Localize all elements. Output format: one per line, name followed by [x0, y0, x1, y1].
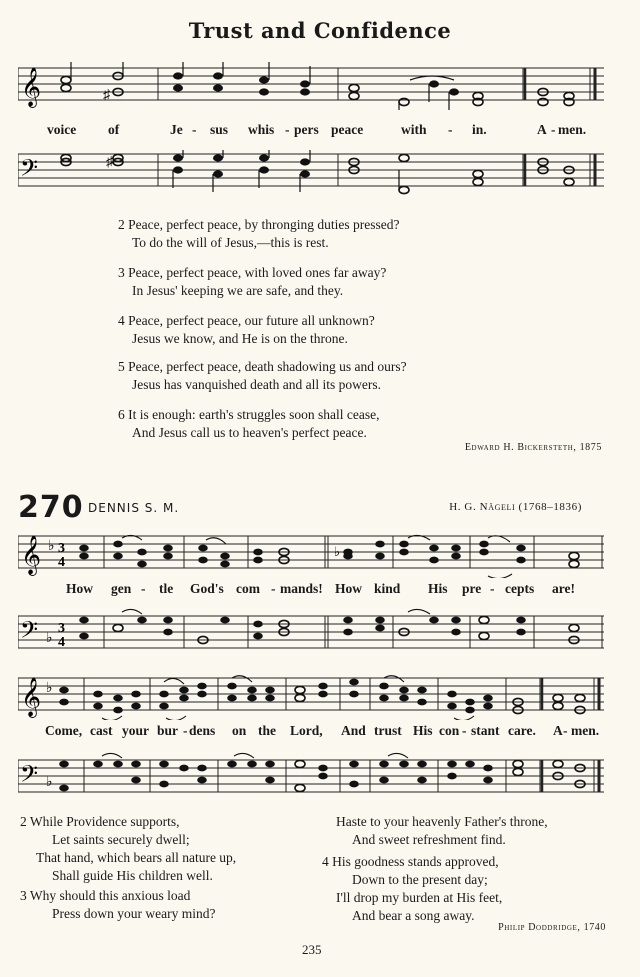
lyric-syllable: com	[236, 581, 260, 596]
lyric-syllable: whis	[248, 122, 275, 137]
lyric-syllable: A	[537, 122, 547, 137]
hymn270-verses-right	[322, 813, 548, 925]
verse-line: While Providence supports,	[29, 814, 180, 829]
lyric-syllable: are!	[552, 581, 575, 596]
lyric-syllable: cast	[90, 723, 113, 738]
time-signature-bottom: 4	[58, 555, 65, 570]
hymn270-system1-bass	[18, 608, 604, 658]
verse-line: And bear a song away.	[352, 908, 475, 923]
lyric-syllable: men.	[571, 723, 600, 738]
lyric-syllable: tle	[159, 581, 174, 596]
treble-clef-icon: 𝄞	[21, 535, 42, 575]
verse-5	[118, 358, 407, 394]
lyric-syllable: your	[122, 723, 149, 738]
lyric-syllable: dens	[189, 723, 216, 738]
lyric-syllable: pers	[294, 122, 319, 137]
hymn270-system2-treble	[18, 670, 604, 720]
author-credit: Edward H. Bickersteth, 1875	[464, 442, 602, 453]
lyric-syllable: -	[462, 723, 467, 738]
time-signature-bottom: 4	[58, 635, 65, 650]
verse-number: 2	[20, 814, 27, 829]
verse-line: That hand, which bears all nature up,	[36, 850, 237, 865]
lyric-syllable: A	[553, 723, 563, 738]
author-credit: Philip Doddridge, 1740	[498, 922, 606, 933]
lyric-syllable: in.	[472, 122, 487, 137]
bass-clef-icon: 𝄢	[20, 154, 39, 187]
lyric-syllable: of	[108, 122, 120, 137]
lyric-syllable: -	[141, 581, 146, 596]
verse-number: 4	[118, 313, 125, 328]
hymn270-system1-treble	[18, 530, 604, 578]
sharp-icon: ♯	[106, 155, 113, 170]
composer-credit: H. G. Nägeli (1768–1836)	[449, 501, 582, 513]
treble-clef-icon: 𝄞	[21, 67, 42, 107]
verse-line: It is enough: earth's struggles soon shall cease,	[128, 407, 380, 422]
verse-line: Peace, perfect peace, our future all unknown?	[128, 313, 375, 328]
treble-clef-icon: 𝄞	[21, 677, 42, 717]
bass-clef-icon: 𝄢	[20, 616, 39, 649]
verse-line: Let saints securely dwell;	[52, 832, 190, 847]
verse-line: Peace, perfect peace, with loved ones far away?	[128, 265, 387, 280]
page-number: 235	[302, 942, 322, 957]
flat-icon: ♭	[334, 544, 341, 559]
verse-number: 5	[118, 359, 125, 374]
verse-2	[118, 216, 400, 252]
lyric-syllable: the	[258, 723, 276, 738]
verse-line: Down to the present day;	[352, 872, 488, 887]
lyric-syllable: pre	[462, 581, 482, 596]
lyric-syllable: with	[401, 122, 427, 137]
tune-name: DENNIS S. M.	[88, 501, 180, 515]
lyric-syllable: -	[563, 723, 568, 738]
lyric-syllable: -	[490, 581, 495, 596]
flat-icon: ♭	[48, 539, 55, 554]
verse-6	[118, 406, 380, 442]
lyric-syllable: voice	[47, 122, 77, 137]
verse-line: To do the will of Jesus,—this is rest.	[132, 235, 329, 250]
verse-line: I'll drop my burden at His feet,	[336, 890, 503, 905]
time-signature-top: 3	[58, 541, 65, 556]
lyric-syllable: Lord,	[290, 723, 323, 738]
verse-number: 6	[118, 407, 125, 422]
flat-icon: ♭	[46, 775, 53, 790]
lyric-syllable: stant	[471, 723, 500, 738]
verse-number: 4	[322, 854, 329, 869]
lyric-syllable: How	[66, 581, 93, 596]
verse-line: Shall guide His children well.	[52, 868, 213, 883]
verse-line: In Jesus' keeping we are safe, and they.	[132, 283, 344, 298]
lyric-syllable: on	[232, 723, 247, 738]
lyric-syllable: peace	[331, 122, 364, 137]
lyric-syllable: gen	[111, 581, 132, 596]
page-title: Trust and Confidence	[188, 18, 452, 43]
lyric-syllable: kind	[374, 581, 401, 596]
lyric-syllable: bur	[157, 723, 179, 738]
verse-line: And sweet refreshment find.	[352, 832, 506, 847]
lyric-syllable: mands!	[280, 581, 323, 596]
lyric-syllable: -	[183, 723, 188, 738]
flat-icon: ♭	[46, 631, 53, 646]
hymn-number: 270	[18, 490, 84, 525]
verse-line: Press down your weary mind?	[52, 906, 216, 921]
lyric-syllable: -	[271, 581, 276, 596]
lyric-syllable: His	[428, 581, 448, 596]
lyric-syllable: -	[448, 122, 453, 137]
hymn270-verses-left	[20, 813, 236, 923]
lyric-syllable: How	[335, 581, 362, 596]
lyric-syllable: cepts	[505, 581, 535, 596]
verse-number: 3	[20, 888, 27, 903]
flat-icon: ♭	[46, 681, 53, 696]
lyric-syllable: trust	[374, 723, 402, 738]
lyric-syllable: His	[413, 723, 433, 738]
lyric-syllable: Come,	[45, 723, 83, 738]
lyric-syllable: Je	[170, 122, 183, 137]
lyric-syllable: -	[192, 122, 197, 137]
verse-3	[118, 264, 386, 300]
verse-number: 3	[118, 265, 125, 280]
verse-line: Why should this anxious load	[29, 888, 191, 903]
lyric-syllable: care.	[508, 723, 536, 738]
lyric-syllable: men.	[558, 122, 587, 137]
verse-line: Haste to your heavenly Father's throne,	[336, 814, 548, 829]
verse-line: Peace, perfect peace, death shadowing us and ours?	[128, 359, 407, 374]
top-bass-staff	[18, 150, 604, 198]
verse-line: Peace, perfect peace, by thronging duties pressed?	[128, 217, 400, 232]
top-treble-staff	[18, 62, 604, 110]
bass-clef-icon: 𝄢	[20, 760, 39, 793]
hymn270-system2-bass	[18, 752, 604, 802]
verse-number: 2	[118, 217, 125, 232]
verse-4	[118, 312, 375, 348]
verse-line: And Jesus call us to heaven's perfect peace.	[132, 425, 367, 440]
verse-line: Jesus we know, and He is on the throne.	[132, 331, 348, 346]
verse-line: His goodness stands approved,	[332, 854, 499, 869]
lyric-syllable: And	[341, 723, 366, 738]
time-signature-top: 3	[58, 621, 65, 636]
lyric-syllable: con	[439, 723, 460, 738]
verse-line: Jesus has vanquished death and all its powers.	[132, 377, 381, 392]
lyric-syllable: God's	[190, 581, 224, 596]
lyric-syllable: -	[551, 122, 556, 137]
sharp-icon: ♯	[103, 88, 110, 103]
lyric-syllable: -	[285, 122, 290, 137]
lyric-syllable: sus	[210, 122, 229, 137]
